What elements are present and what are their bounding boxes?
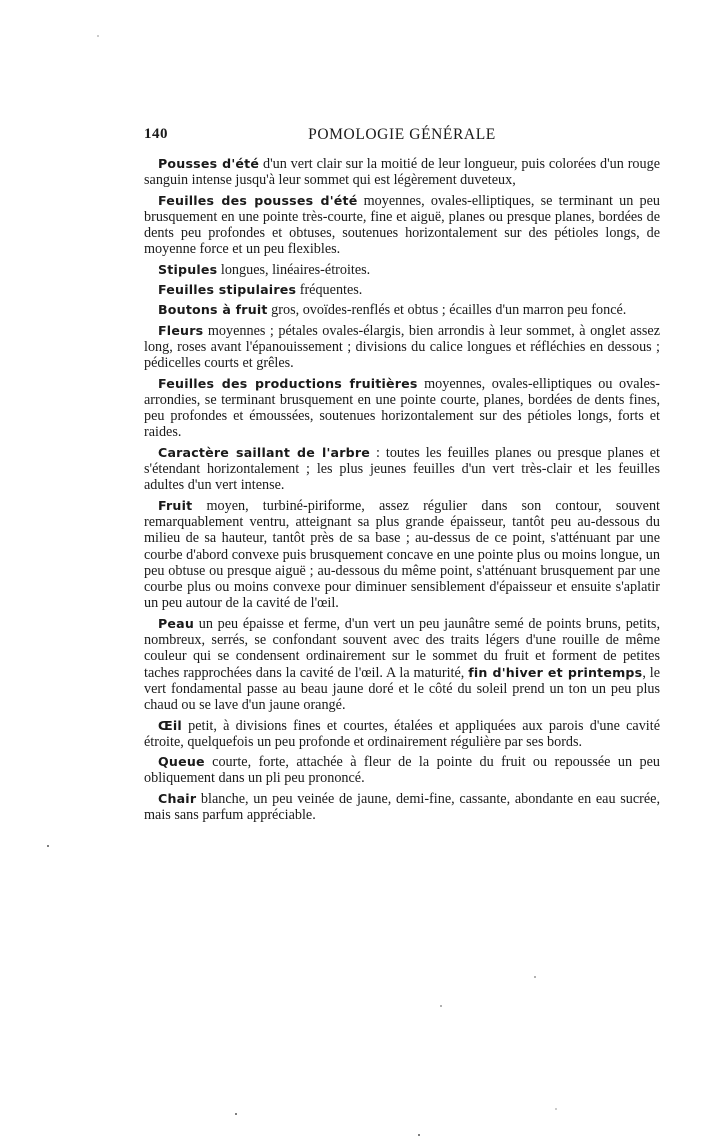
page-header (144, 126, 660, 148)
paragraph-fleurs (144, 323, 660, 372)
paragraph-text: , le vert fondamental passe au beau jaune doré et le côté du soleil prend un ton un peu plus chaud ou se lave d'un jaune orangé. (144, 664, 660, 714)
term-label: Feuilles des productions fruitières (158, 375, 418, 391)
term-label: Caractère saillant de l'arbre (158, 444, 371, 460)
scan-speck (235, 1113, 237, 1115)
paragraph-text: moyennes, ovales-elliptiques ou ovales-arrondies, se terminant brusquement en une pointe courte, planes, bordées de dents fines, peu profondes et émoussées, soutenues horizontalement sur des pétioles longs, forts et raides. (144, 375, 660, 441)
scan-speck (47, 845, 49, 847)
term-label: Feuilles des pousses d'été (158, 192, 358, 208)
paragraph-text: : toutes les feuilles planes ou presque planes et s'étendant horizontalement ; les plus jeunes feuilles d'un vert très-clair et les feuilles adultes d'un vert intense. (144, 444, 660, 494)
scan-speck (555, 1108, 557, 1110)
paragraph-fruit (144, 498, 660, 612)
paragraph-chair (144, 791, 660, 824)
paragraph-oeil (144, 718, 660, 751)
paragraph-text: courte, forte, attachée à fleur de la pointe du fruit ou repoussée un peu obliquement dans un pli peu prononcé. (144, 754, 660, 787)
running-title: POMOLOGIE GÉNÉRALE (308, 126, 496, 143)
paragraph-text: petit, à divisions fines et courtes, étalées et appliquées aux parois d'une cavité étroite, quelquefois un peu profonde et ordinairement régulière par ses bords. (144, 717, 660, 750)
scan-speck (440, 1005, 442, 1007)
page-number: 140 (144, 126, 168, 142)
term-label: Fruit (158, 497, 193, 513)
term-label: Stipules (158, 261, 218, 277)
scan-speck (97, 35, 99, 37)
term-label: Peau (158, 615, 195, 631)
book-page (144, 126, 660, 827)
paragraph-queue (144, 754, 660, 787)
paragraph-text: un peu épaisse et ferme, d'un vert un peu jaunâtre semé de points bruns, petits, nombreux, serrés, se confondant souvent avec des traits légers d'une rouille de même couleur qui se condensent ordinairement sur le sommet du fruit et forment de petites taches rapprochées dans la cavité de l'œil. A la maturité, (144, 615, 660, 681)
paragraph-text: d'un vert clair sur la moitié de leur longueur, puis colorées d'un rouge sanguin intense jusqu'à leur sommet qui est légèrement duveteux, (144, 156, 660, 189)
paragraph-feuilles-stipulaires (144, 282, 660, 298)
scan-speck (418, 1134, 420, 1136)
paragraph-text: fréquentes. (296, 282, 363, 299)
term-label: Œil (158, 717, 182, 733)
paragraph-text: moyennes, ovales-elliptiques, se terminant un peu brusquement en une pointe très-courte, fine et aiguë, planes ou presque planes, bordées de dents peu profondes et obtuses, soutenues horizontalement sur des pétioles longs, de moyenne force et un peu flexibles. (144, 192, 660, 258)
paragraph-text: gros, ovoïdes-renflés et obtus ; écailles d'un marron peu foncé. (267, 302, 627, 319)
paragraph-text: moyennes ; pétales ovales-élargis, bien arrondis à leur sommet, à onglet assez long, roses avant l'épanouissement ; divisions du calice longues et réfléchies en dessous ; pédicelles courts et grêles. (144, 322, 660, 372)
term-label: Feuilles stipulaires (158, 282, 297, 298)
paragraph-pousses (144, 156, 660, 189)
scan-speck (534, 976, 536, 978)
term-label: Queue (158, 754, 205, 770)
paragraph-peau (144, 616, 660, 714)
term-label: Boutons à fruit (158, 302, 268, 318)
term-label: Fleurs (158, 322, 204, 338)
paragraph-caractere (144, 445, 660, 494)
paragraph-feuilles-productions (144, 376, 660, 441)
paragraph-boutons (144, 302, 660, 318)
term-label: Chair (158, 790, 197, 806)
paragraph-text: moyen, turbiné-piriforme, assez régulier dans son contour, souvent remarquablement ventru, atteignant sa plus grande épaisseur, tantôt peu au-dessous du milieu de sa hauteur, tantôt près de sa base ; au-dessus de ce point, s'atténuant par une courbe d'abord convexe puis brusquement concave en une pointe plus ou moins longue, un peu obtuse ou presque aiguë ; au-dessous du même point, s'atténuant brusquement par une courbe plus ou moins convexe pour diminuer sensiblement d'épaisseur et ensuite s'aplatir un peu autour de la cavité de l'œil. (144, 497, 660, 612)
term-label: Pousses d'été (158, 156, 260, 171)
paragraph-feuilles-pousses (144, 193, 660, 258)
paragraph-text: blanche, un peu veinée de jaune, demi-fine, cassante, abondante en eau sucrée, mais sans parfum appréciable. (144, 790, 660, 823)
paragraph-stipules (144, 262, 660, 278)
term-label-maturity: fin d'hiver et printemps (468, 664, 643, 680)
paragraph-text: longues, linéaires-étroites. (217, 261, 371, 278)
